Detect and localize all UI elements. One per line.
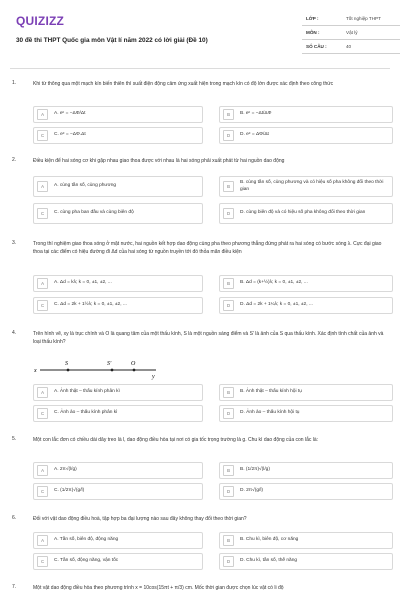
option-a[interactable] — [33, 532, 203, 549]
option-text: C. (1/2π)√(g/l) — [54, 488, 85, 494]
meta-row-class — [302, 12, 400, 26]
option-text: C. cùng pha ban đầu và cùng biên độ — [54, 210, 134, 216]
option-key: D — [223, 300, 234, 311]
option-key: B — [223, 465, 234, 476]
option-c[interactable] — [33, 405, 203, 422]
option-text: C. Ảnh ảo – thấu kính phân kì — [54, 410, 118, 416]
quizizz-logo: QUIZIZZ — [16, 14, 65, 28]
option-text: D. eᶜ = ΔΦ/Δt — [240, 132, 269, 138]
option-b[interactable] — [219, 275, 393, 292]
option-key: C — [37, 208, 48, 219]
option-text: D. Δd = 2k + 1¼λ; k = 0, ±1, ±2, ... — [240, 302, 313, 308]
option-c[interactable] — [33, 127, 203, 144]
option-text: B. eᶜ = −Δt/ΔΦ — [240, 111, 272, 117]
option-key: A — [37, 181, 48, 192]
worksheet-title: 30 đề thi THPT Quốc gia môn Vật lí năm 2022 có lời giải (Đề 10) — [16, 37, 208, 44]
meta-label: MÔN : — [306, 30, 320, 35]
question-number: 3. — [12, 240, 17, 246]
question-number: 1. — [12, 80, 17, 86]
meta-value: Tốt nghiệp THPT — [346, 16, 381, 21]
question-text: Một vật dao động điều hòa theo phương trình x = 10cos(15πt + π/3) cm. Mốc thời gian được chọn lúc vật có li độ — [33, 585, 284, 591]
option-b[interactable] — [219, 532, 393, 549]
label-y: y — [152, 374, 155, 380]
option-text: B. (1/2π)√(l/g) — [240, 467, 270, 473]
option-text: A. Tần số, biên độ, động năng — [54, 537, 119, 543]
question-text: Một con lắc đơn có chiều dài dây treo là l, dao động điều hòa tại nơi có gia tốc trọng trường là g. Chu kì dao động của con lắc là: — [33, 437, 319, 443]
option-c[interactable] — [33, 483, 203, 500]
option-text: A. 2π√(l/g) — [54, 467, 77, 473]
question-text: Khi từ thông qua một mạch kín biến thiên thì suất điện động cảm ứng xuất hiện trong mạch kín có độ lớn được xác định theo công thức — [33, 81, 334, 87]
meta-row-subject — [302, 26, 400, 40]
option-c[interactable] — [33, 203, 203, 224]
option-key: C — [37, 300, 48, 311]
option-key: C — [37, 130, 48, 141]
option-key: D — [223, 130, 234, 141]
option-d[interactable] — [219, 297, 393, 314]
question-number: 7. — [12, 584, 17, 590]
option-text: D. 2π√(g/l) — [240, 488, 264, 494]
label-s-prime: S' — [107, 361, 112, 367]
worksheet-meta — [302, 12, 400, 54]
meta-row-count — [302, 40, 400, 54]
meta-label: LỚP : — [306, 16, 319, 21]
question-number: 6. — [12, 515, 17, 521]
option-text: A. Ảnh thật – thấu kính phân kì — [54, 389, 120, 395]
option-text: D. Ảnh ảo – thấu kính hội tụ — [240, 410, 300, 416]
option-key: A — [37, 465, 48, 476]
option-d[interactable] — [219, 483, 393, 500]
label-s: S — [65, 361, 68, 367]
option-key: D — [223, 408, 234, 419]
question-text: Đối với vật dao động điều hoà, tập hợp ba đại lượng nào sau đây không thay đổi theo thời gian? — [33, 516, 247, 522]
option-key: D — [223, 556, 234, 567]
option-text: C. Δd = 2k + 1½λ; k = 0, ±1, ±2, ... — [54, 302, 127, 308]
option-text: A. Δd = kλ; k = 0, ±1, ±2, ... — [54, 280, 112, 286]
option-c[interactable] — [33, 297, 203, 314]
option-text: D. Chu kì, tần số, thế năng — [240, 558, 298, 564]
option-text: C. Tần số, động năng, vận tốc — [54, 558, 119, 564]
option-key: B — [223, 535, 234, 546]
option-b[interactable] — [219, 462, 393, 479]
question-number: 4. — [12, 330, 17, 336]
option-key: C — [37, 556, 48, 567]
option-key: B — [223, 278, 234, 289]
question-text: Điều kiện để hai sóng cơ khi gặp nhau giao thoa được với nhau là hai sóng phải xuất phát từ hai nguồn dao động — [33, 158, 285, 164]
meta-label: SỐ CÂU : — [306, 44, 327, 49]
option-key: C — [37, 486, 48, 497]
label-o: O — [131, 361, 136, 367]
option-d[interactable] — [219, 405, 393, 422]
point-s-prime — [111, 369, 114, 372]
option-a[interactable] — [33, 106, 203, 123]
option-key: B — [223, 109, 234, 120]
point-o — [133, 369, 136, 372]
option-d[interactable] — [219, 203, 393, 224]
point-s — [67, 369, 70, 372]
option-key: A — [37, 535, 48, 546]
option-c[interactable] — [33, 553, 203, 570]
question-text: Trên hình vẽ, xy là trục chính và O là quang tâm của một thấu kính, S là một nguồn sáng điểm và S' là ảnh của S qua thấu kính. Xác định tính chất của ảnh và loại thấu kính? — [33, 331, 384, 345]
option-b[interactable] — [219, 384, 393, 401]
option-a[interactable] — [33, 384, 203, 401]
option-text: B. Δd = (k+½)λ; k = 0, ±1, ±2, ... — [240, 280, 308, 286]
option-key: A — [37, 387, 48, 398]
header-divider — [10, 68, 390, 69]
option-b[interactable] — [219, 106, 393, 123]
option-d[interactable] — [219, 127, 393, 144]
option-key: A — [37, 278, 48, 289]
option-a[interactable] — [33, 275, 203, 292]
option-text: A. eᶜ = −ΔΦ/Δt — [54, 111, 86, 117]
option-text: D. cùng biên độ và có hiệu số pha không đổi theo thời gian — [240, 210, 366, 216]
option-text: C. eᶜ = −ΔΦ.Δt — [54, 132, 86, 138]
question-number: 5. — [12, 436, 17, 442]
option-key: A — [37, 109, 48, 120]
option-d[interactable] — [219, 553, 393, 570]
option-key: D — [223, 486, 234, 497]
meta-value: 40 — [346, 44, 352, 49]
question-number: 2. — [12, 157, 17, 163]
option-key: D — [223, 208, 234, 219]
option-a[interactable] — [33, 462, 203, 479]
option-text: A. cùng tần số, cùng phương — [54, 183, 117, 189]
worksheet-header — [10, 10, 390, 64]
option-key: B — [223, 181, 234, 192]
option-text: B. cùng tần số, cùng phương và có hiệu số pha không đổi theo thời gian — [240, 180, 384, 192]
label-x: x — [34, 368, 37, 374]
meta-value: Vật lý — [346, 30, 358, 35]
option-a[interactable] — [33, 176, 203, 197]
option-key: B — [223, 387, 234, 398]
question-text: Trong thí nghiệm giao thoa sóng ở mặt nước, hai nguồn kết hợp dao động cùng pha theo phương thẳng đứng phát ra hai sóng có bước sóng λ. Cực đại giao thoa tại các điểm có hiệu đường đi Δd của hai sóng từ nguồn truyền tới đó thỏa mãn điều kiện — [33, 241, 382, 255]
option-text: B. Chu kì, biên độ, cơ năng — [240, 537, 299, 543]
option-key: C — [37, 408, 48, 419]
lens-axis-diagram — [34, 358, 160, 380]
option-b[interactable] — [219, 176, 393, 197]
option-text: B. Ảnh thật – thấu kính hội tụ — [240, 389, 302, 395]
